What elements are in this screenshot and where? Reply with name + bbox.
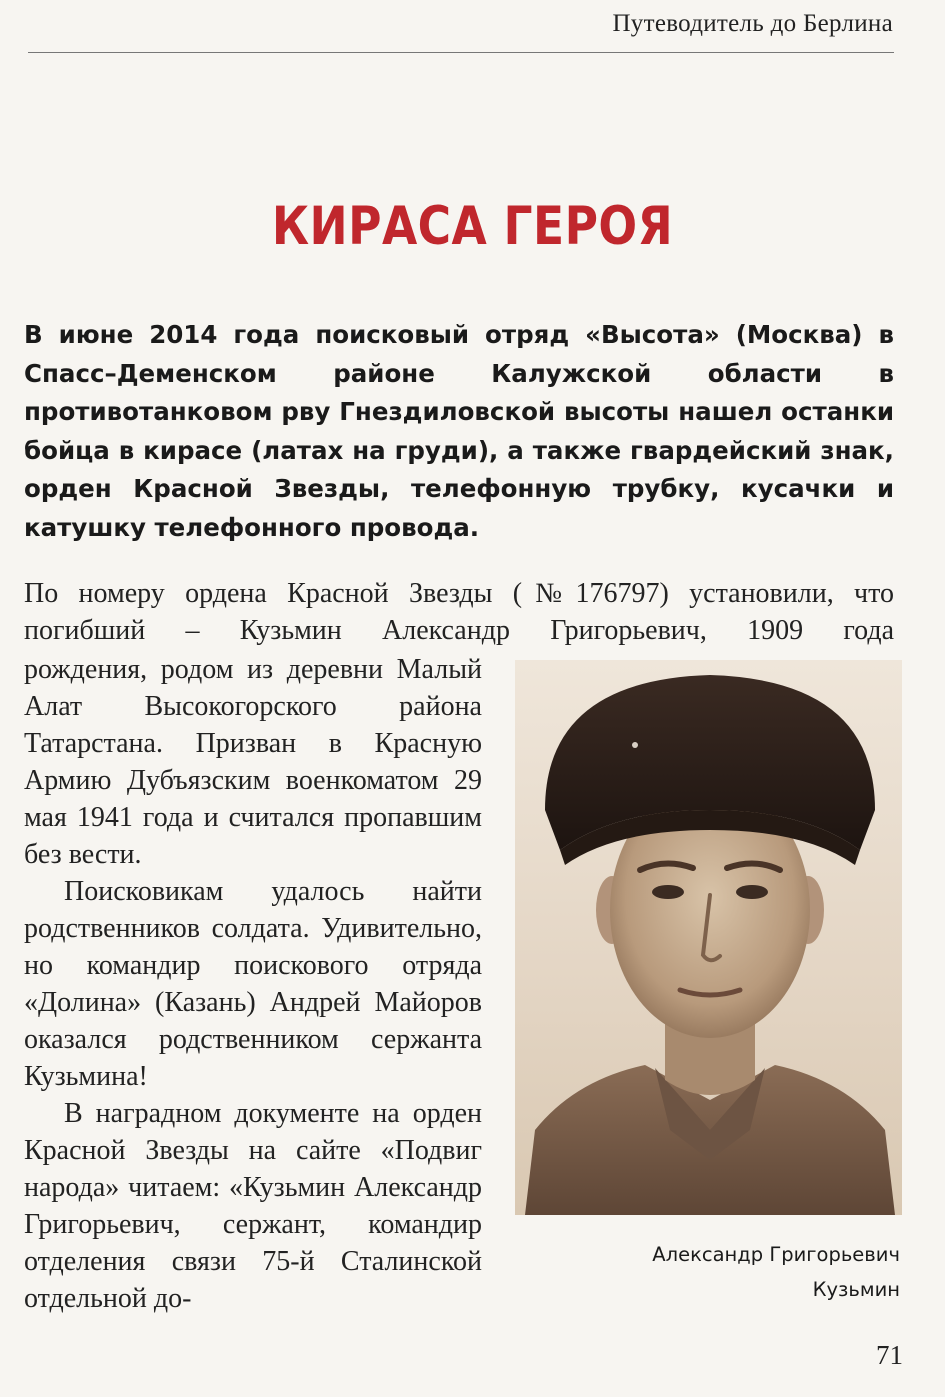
- narrow-column: [24, 651, 482, 1317]
- paragraph-2: Поисковикам удалось найти родственников солдата. Удивительно, но командир поискового отряда «Долина» (Казань) Андрей Майоров оказался родственником сержанта Кузьмина!: [24, 876, 482, 1092]
- header-divider: [28, 52, 894, 53]
- paragraph-3: В наградном документе на орден Красной Звезды на сайте «Подвиг народа» читаем: «Кузьмин Александр Григорьевич, сержант, командир отделения связи 75-й Сталинской отдельной до-: [24, 1098, 482, 1314]
- photo-caption: [560, 1237, 900, 1307]
- portrait-illustration: [515, 660, 902, 1215]
- running-header: Путеводитель до Берлина: [612, 10, 893, 37]
- page-number: 71: [876, 1340, 903, 1370]
- caption-line-2: Кузьмин: [812, 1278, 900, 1301]
- caption-line-1: Александр Григорьевич: [652, 1243, 900, 1266]
- article-title: КИРАСА ГЕРОЯ: [271, 195, 674, 257]
- paragraph-wide: По номеру ордена Красной Звезды (№176797) установили, что погибший – Кузьмин Александр Григорьевич, 1909 года: [24, 578, 894, 646]
- portrait-photo: [515, 660, 902, 1215]
- paragraph-1-continued: рождения, родом из деревни Малый Алат Высокогорского района Татарстана. Призван в Красную Армию Дубъязским военкоматом 29 мая 1941 года и считался пропавшим без вести.: [24, 654, 482, 870]
- lead-paragraph: В июне 2014 года поисковый отряд «Высота» (Москва) в Спасс–Деменском районе Калужской области в противотанковом рву Гнездиловской высоты нашел останки бойца в кирасе (латах на груди), а также гвардейский знак, орден Красной Звезды, телефонную трубку, кусачки и катушку телефонного провода.: [24, 320, 894, 542]
